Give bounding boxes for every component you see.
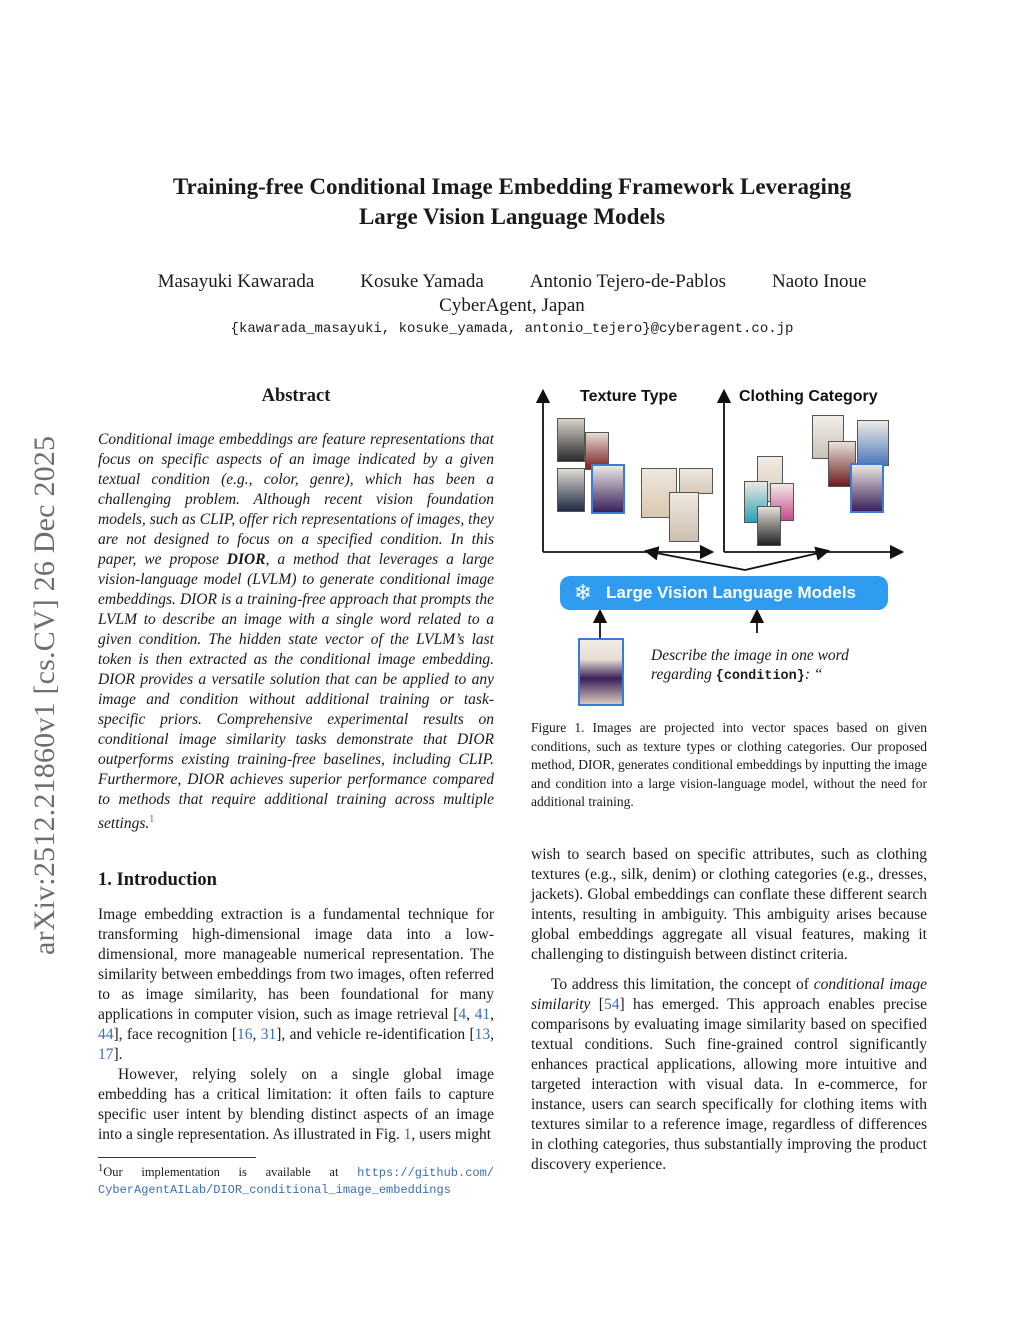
text-run: To address this limitation, the concept of (551, 976, 814, 993)
footnote (98, 1161, 494, 1198)
intro-text (98, 905, 494, 1145)
prompt-line-2 (651, 665, 921, 686)
citation-link[interactable]: 31 (260, 1026, 277, 1043)
paragraph (531, 975, 927, 1175)
intro-paragraph-1: Image embedding extraction is a fundamental technique for transforming high-dimensional image data into a low-dimensional, more manageable numerical representation. The similarity between embeddings from two images, often referred to as image similarity, has been foundational for many applications in computer vision, such as image retrieval [4, 41, 44], face recognition [16, 31], and vehicle re-identification [13, 17]. (98, 906, 495, 1063)
text-run: Image embedding extraction is a fundamental technique for transforming high-dimensional image data into a low-dimensional, more manageable numerical representation. The similarity between embeddings from two images, often referred to as image similarity, has been foundational for many applications in computer vision, such as image retrieval [ (98, 906, 494, 1023)
citation-link[interactable]: 44 (98, 1026, 114, 1043)
dress-thumbnail (557, 418, 585, 462)
footnote-mark: 1 (98, 1163, 104, 1174)
intro-paragraph-2 (98, 1065, 494, 1145)
figure-caption: Figure 1. Images are projected into vector spaces based on given conditions, such as texture types or clothing categories. Our proposed method, DIOR, generates conditional embeddings by inputting the image and condition into a large vision-language model, without the need for additional training. (531, 720, 927, 809)
title-line-2: Large Vision Language Models (358, 204, 666, 229)
citation-link[interactable]: 54 (603, 996, 620, 1013)
arrow-to-category (745, 552, 823, 570)
paragraph: wish to search based on specific attributes, such as clothing textures (e.g., silk, denim) or clothing categories (e.g., dresses, jackets). Global embeddings can conflate these different search intents, resulting in ambiguity. This ambiguity arises because global embeddings aggregate all visual features, making it challenging to distinguish between distinct criteria. (531, 846, 927, 963)
footnote-divider (98, 1157, 256, 1158)
dress-thumbnail (857, 420, 889, 466)
dress-thumbnail (557, 468, 585, 512)
affiliation: CyberAgent, Japan (439, 295, 585, 316)
footnote-text: Our implementation is available at (103, 1165, 358, 1180)
lvlm-label: Large Vision Language Models (606, 583, 857, 602)
author-emails: {kawarada_masayuki, kosuke_yamada, antonio_tejero}@cyberagent.co.jp (230, 321, 794, 337)
figure-link[interactable]: 1 (403, 1126, 412, 1143)
author: Kosuke Yamada (360, 271, 484, 292)
repo-link-cont[interactable]: CyberAgentAILab/DIOR_conditional_image_embeddings (98, 1183, 451, 1198)
abstract-text (98, 430, 494, 834)
input-image (578, 638, 624, 706)
prompt-text (651, 646, 921, 686)
repo-link[interactable]: https://github.com/ (357, 1166, 494, 1181)
lvlm-block (560, 576, 888, 610)
paper-title (100, 172, 924, 232)
snowflake-icon: ❄ (573, 580, 593, 605)
condition-token: {condition} (715, 669, 805, 684)
citation-link[interactable]: 41 (474, 1006, 491, 1023)
text-run: [ (590, 996, 604, 1013)
prompt-line-1: Describe the image in one word (651, 647, 849, 664)
right-column-text (531, 845, 927, 1175)
abstract-part: , a method that leverages a large vision-language model (LVLM) to generate conditional image embeddings. DIOR is a training-free approach that prompts the LVLM to describe an image with a single word related to a given condition. The hidden state vector of the LVLM’s last token is then extracted as the conditional image embedding. DIOR provides a versatile solution that can be applied to any image and condition without additional training or task-specific priors. Comprehensive experimental results on conditional image similarity tasks demonstrate that DIOR outperforms existing training-free baselines, including CLIP. Furthermore, DIOR achieves superior performance compared to methods that require additional training across multiple settings. (98, 551, 494, 833)
abstract-heading: Abstract (261, 386, 331, 406)
text-run: However, relying solely on a single global image embedding has a critical limitation: it often fails to capture specific user intent by blending distinct aspects of an image into a single representation. As illustrated in Fig. (98, 1066, 494, 1143)
arxiv-stamp: arXiv:2512.21860v1 [cs.CV] 26 Dec 2025 (28, 435, 61, 955)
dress-thumbnail (669, 492, 699, 542)
intro-heading: 1. Introduction (98, 870, 217, 890)
text-run: ], and vehicle re-identification [ (276, 1026, 475, 1043)
text-run: ], face recognition [ (113, 1026, 238, 1043)
arrow-to-texture (651, 552, 745, 570)
author-list (100, 270, 924, 294)
author: Masayuki Kawarada (157, 271, 315, 292)
abstract-part: Conditional image embeddings are feature representations that focus on specific aspects of an image indicated by a given textual condition (e.g., color, genre), which has been a challenging problem. Although recent vision foundation models, such as CLIP, offer rich representations of images, they are not designed to focus on a specified condition. In this paper, we propose (98, 431, 494, 568)
query-dress-thumbnail (591, 464, 625, 514)
text-run: ]. (113, 1046, 123, 1063)
clothing-category-label: Clothing Category (739, 388, 878, 405)
dress-thumbnail (757, 506, 781, 546)
query-dress-thumbnail (850, 463, 884, 513)
text-run: regarding (651, 666, 716, 683)
title-line-1: Training-free Conditional Image Embedding Framework Leveraging (172, 174, 852, 199)
citation-link[interactable]: 4 (458, 1006, 467, 1023)
dress-thumbnail (679, 468, 713, 494)
footnote-ref[interactable]: 1 (149, 814, 155, 825)
text-run: ] has emerged. This approach enables precise comparisons by evaluating image similarity based on specified textual conditions. Such fine-grained control significantly enhances practical applications, allowing more intuitive and targeted interaction with visual data. In e-commerce, for instance, users can search specifically for clothing items with textures similar to a reference image, regardless of differences in clothing categories, thus substantially improving the product discovery experience. (531, 996, 927, 1173)
author: Antonio Tejero-de-Pablos (529, 271, 726, 292)
emphasis-term: conditional image similarity (531, 976, 927, 1013)
text-run: , users might (411, 1126, 492, 1143)
author: Naoto Inoue (771, 271, 867, 292)
citation-link[interactable]: 17 (98, 1046, 114, 1063)
texture-type-label: Texture Type (580, 388, 678, 405)
method-name: DIOR (226, 551, 266, 568)
citation-link[interactable]: 13 (474, 1026, 491, 1043)
text-run: : “ (804, 666, 823, 683)
citation-link[interactable]: 16 (237, 1026, 253, 1043)
